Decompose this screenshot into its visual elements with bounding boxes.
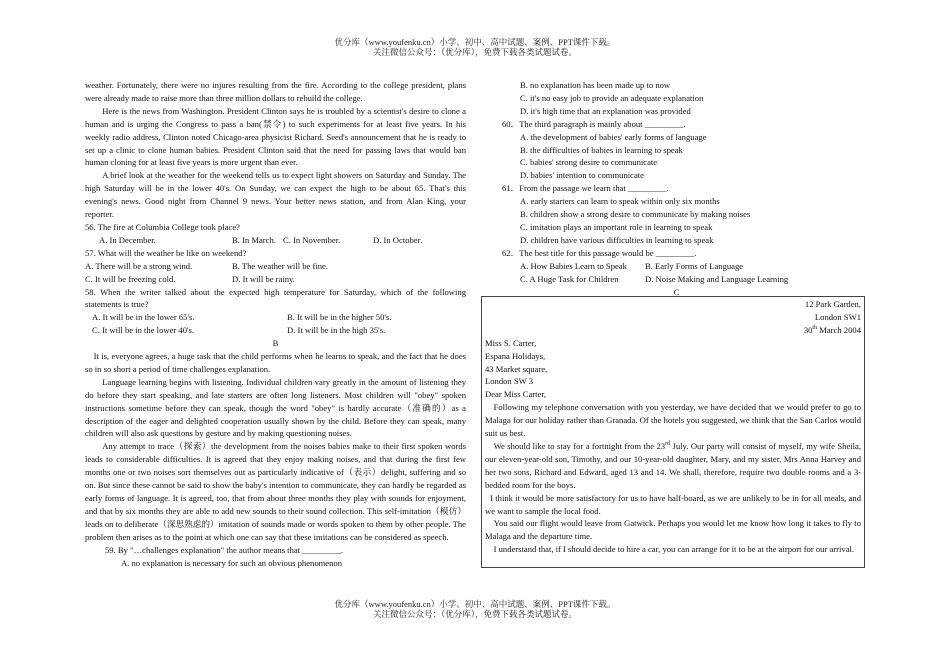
question-56: 56. The fire at Columbia College took place?: [85, 221, 240, 232]
letter-address-line-1: 12 Park Garden,: [804, 299, 861, 309]
header-line-1: 优分库（www.youfenku.cn）小学、初中、高中试题、案例、PPT课件下载。: [334, 37, 616, 47]
paragraph-weather: A brief look at the weather for the weekend tells us to expect light showers on Saturday and Sunday. The high Saturday will be in the lower 40's. On Sunday, we can expect the high to be about 65. That's this evening's news. Good night from Channel 9 news. Your better news station, and from Alan King, your reporter.: [85, 170, 466, 220]
letter-paragraph-2: [485, 440, 861, 492]
q60-option-d: D. babies' intention to communicate: [520, 170, 644, 181]
letter-paragraph-4: You said our flight would leave from Gatwick. Perhaps you would let me know how long it takes to fly to Malaga and the departure time.: [485, 518, 861, 542]
header-line-2: 关注微信公众号：（优分库），免费下载各类试题试卷。: [372, 47, 577, 57]
passage-b-paragraph-3: Any attempt to trace（探索）the development from the noises babies make to their first spoken words leads to considerable difficulties. It is agreed that they enjoy making noises, and that during the first few months one or two noises sort themselves out as particularly indicative of（表示）delight, suffering and so on. But since these cannot be said to show the baby's intention to communicate, they can hardly be regarded as early forms of language. It is agreed, too, that from about three months they play with sounds for enjoyment, and that by six months they are able to add new sounds to their sound collection. This self-imitation（模仿）leads on to deliberate（深思熟虑的）imitation of sounds made or words spoken to them by other people. The problem then arises as to the point at which one can say that these imitations can be considered as speech.: [85, 441, 466, 542]
question-56-options: [85, 234, 466, 247]
q60-option-a: A. the development of babies' early forms of language: [520, 131, 707, 142]
recipient-line-2: Espana Holidays,: [485, 350, 546, 361]
q57-option-c: C. It will be freezing cold.: [85, 273, 176, 284]
question-59: 59. By "…challenges explanation" the author means that _________.: [105, 544, 344, 555]
question-62: 62．The best title for this passage would be _________.: [502, 247, 697, 258]
q56-option-b: B. In March.: [232, 234, 276, 245]
footer-line-2: 关注微信公众号：（优分库），免费下载各类试题试卷。: [372, 609, 577, 619]
page-footer: [0, 599, 950, 619]
q60-option-b: B. the difficulties of babies in learning to speak: [520, 144, 683, 155]
passage-b-paragraph-1: It is, everyone agrees, a huge task that the child performs when he learns to speak, and the fact that he does so in so short a period of time challenges explanation.: [85, 351, 466, 374]
q62-option-c: C. A Huge Task for Children: [520, 273, 619, 284]
letter-date-day: 30: [803, 324, 813, 335]
page-header: [0, 37, 950, 57]
recipient-line-1: Miss S. Carter,: [485, 337, 537, 348]
letter-p2-start: We should like to stay for a fortnight from the 23: [493, 440, 666, 451]
left-column: [85, 79, 466, 569]
letter-p2-end: July. Our party will consist of myself, my wife Sheila, our eleven-year-old son, Timothy, and our 10-year-old daughter, Mary, and my sister, Mrs Anna Harvey and her two sons, Richard and Edward, aged 13 and 14. We shall, therefore, require two double rooms and a 3-bedded room for the boys.: [485, 440, 861, 490]
q57-option-d: D. It will be rainy.: [232, 273, 295, 284]
letter-paragraph-5: I understand that, if I should decide to hire a car, you can arrange for it to be at the airport for our arrival.: [493, 544, 855, 555]
question-60: 60．The third paragraph is mainly about _________.: [502, 118, 686, 129]
letter-paragraph-1: Following my telephone conversation with you yesterday, we have decided that we would prefer to go to Malaga for our holiday rather than Granada. Of the hotels you suggested, we think that the San Carlos would suit us best.: [485, 402, 861, 439]
letter-p2-suffix: rd: [665, 441, 671, 448]
q57-option-a: A. There will be a strong wind.: [85, 260, 193, 271]
letter-paragraph-3: I think it would be more satisfactory for us to have half-board, as we are unlikely to be in for all meals, and we want to sample the local food.: [485, 492, 861, 516]
letter-greeting: Dear Miss Carter,: [485, 389, 546, 400]
q56-option-c: C. In November.: [283, 234, 341, 245]
question-57-options-ab: [85, 260, 466, 273]
passage-b-paragraph-2: Language learning begins with listening. Individual children vary greatly in the amount of listening they do before they start speaking, and late starters are often long listeners. Most children will "obey" spoken instructions sometime before they can speak, though the word "obey" is hardly accurate（准确的）as a description of the eager and delighted cooperation usually shown by the child. Before they can speak, many children will also ask questions by gesture and by making questioning noises.: [85, 376, 466, 439]
q61-option-a: A. early starters can learn to speak within only six months: [520, 196, 720, 207]
q58-option-c: C. It will be in the lower 40's.: [92, 325, 195, 336]
q59-option-b: B. no explanation has been made up to now: [520, 80, 671, 90]
letter-address-line-2: London SW1: [814, 311, 861, 322]
q61-option-d: D. children have various difficulties in learning to speak: [520, 234, 714, 245]
question-62-options-cd: [502, 273, 867, 286]
q61-option-c: C. imitation plays an important role in learning to speak: [520, 221, 713, 232]
section-b-heading: B: [272, 338, 279, 349]
q62-option-d: D. Noise Making and Language Learning: [645, 273, 789, 284]
q62-option-b: B. Early Forms of Language: [645, 260, 744, 271]
question-57: 57. What will the weather be like on weekend?: [85, 247, 247, 258]
letter-date-suffix: th: [812, 324, 818, 331]
question-62-options-ab: [502, 260, 867, 273]
q57-option-b: B. The weather will be fine.: [232, 260, 329, 271]
letter-date-rest: March 2004: [817, 324, 861, 335]
question-58-options-cd: [85, 324, 466, 337]
q56-option-a: A. In December.: [99, 234, 156, 245]
q58-option-a: A. It will be in the lower 65's.: [92, 312, 195, 323]
q61-option-b: B. children show a strong desire to communicate by making noises: [520, 209, 751, 220]
recipient-line-3: 43 Market square,: [485, 363, 548, 374]
footer-line-1: 优分库（www.youfenku.cn）小学、初中、高中试题、案例、PPT课件下载。: [334, 599, 616, 609]
q58-option-b: B. It will be in the higher 50's.: [287, 312, 392, 323]
recipient-line-4: London SW 3: [485, 376, 534, 387]
question-58-options-ab: [85, 311, 466, 324]
q59-option-d: D. it's high time that an explanation was provided: [520, 105, 691, 116]
paragraph-washington: Here is the news from Washington. President Clinton says he is troubled by a scientist's desire to clone a human and is urging the Congress to pass a ban(禁令) to such experiments for at least five years. In his weekly radio address, Clinton noted Chicago-area physicist Richard. Seed's announcement that he is ready to set up a clinic to clone human babies. President Clinton said that the need for passing laws that would ban human cloning for at least five years is more urgent than ever.: [85, 105, 466, 168]
q56-option-d: D. In October.: [373, 234, 423, 245]
letter-date: [485, 324, 861, 337]
q60-option-c: C. babies' strong desire to communicate: [520, 157, 658, 168]
question-57-options-cd: [85, 273, 466, 286]
q59-option-c: C. it's no easy job to provide an adequate explanation: [520, 92, 704, 103]
q59-option-a: A. no explanation is necessary for such an obvious phenomenon: [121, 557, 342, 568]
question-61: 61．From the passage we learn that _________.: [502, 183, 669, 194]
right-column: [502, 79, 867, 298]
letter-box: [481, 296, 865, 568]
section-c-heading: C: [673, 286, 680, 297]
paragraph-fire: weather. Fortunately, there were no injures resulting from the fire. According to the college president, plans were already made to raise more than three million dollars to rebuild the college.: [85, 80, 466, 103]
q62-option-a: A. How Babies Learn to Speak: [520, 260, 627, 271]
question-58: 58. When the writer talked about the expected high temperature for Saturday, which of the following statements is true?: [85, 286, 466, 310]
q58-option-d: D. It will be in the high 35's.: [287, 325, 386, 336]
